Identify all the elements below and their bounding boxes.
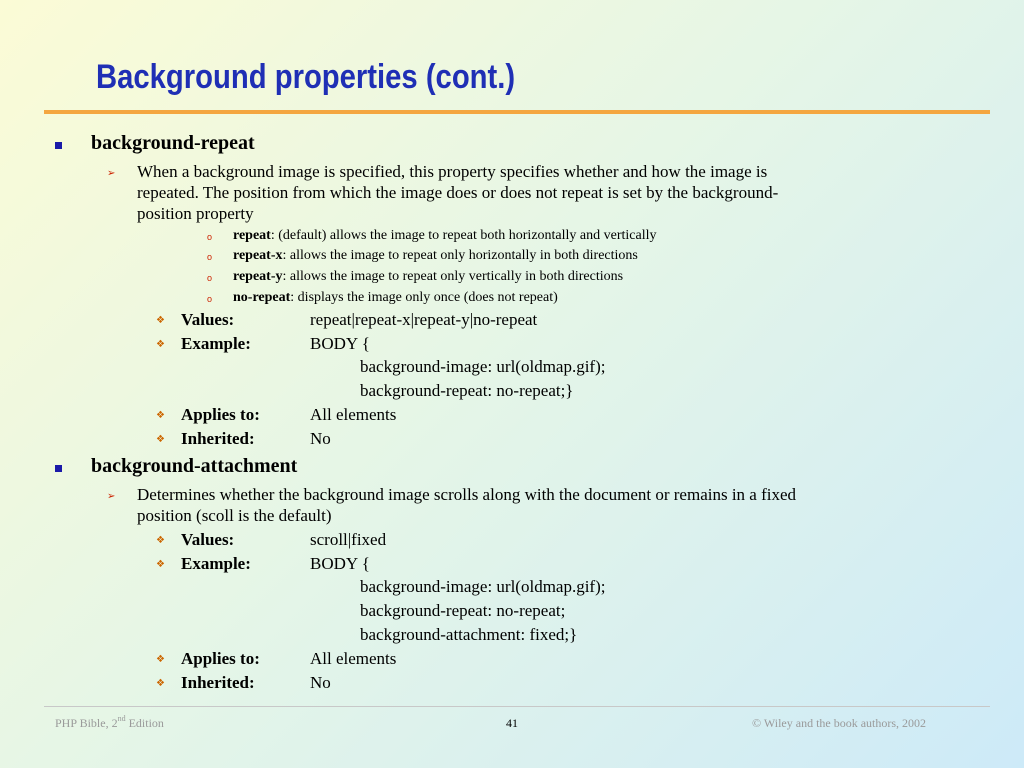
option-text: : allows the image to repeat only vertically in both directions xyxy=(282,269,624,284)
chevron-bullet-icon: ➢ xyxy=(107,168,116,179)
option-text: : displays the image only once (does not repeat) xyxy=(290,290,558,305)
values-label: Values: xyxy=(181,310,235,329)
footer-book-tail: Edition xyxy=(125,716,164,730)
diamond-bullet-icon: ❖ xyxy=(156,339,165,350)
square-bullet-icon xyxy=(55,465,62,472)
title-divider xyxy=(44,110,990,114)
option-name: repeat-y xyxy=(233,269,283,284)
footer-book-sup: nd xyxy=(117,714,126,723)
square-bullet-icon xyxy=(55,142,62,149)
footer-book-main: PHP Bible, 2 xyxy=(55,716,118,730)
option-item xyxy=(233,228,657,244)
applies-label: Applies to: xyxy=(181,405,260,424)
example-code-line: background-attachment: fixed;} xyxy=(360,625,578,644)
inherited-text: No xyxy=(310,673,331,692)
description-line: When a background image is specified, this property specifies whether and how the image is xyxy=(137,162,768,181)
applies-text: All elements xyxy=(310,405,397,424)
diamond-bullet-icon: ❖ xyxy=(156,678,165,689)
option-name: no-repeat xyxy=(233,290,291,305)
page-number: 41 xyxy=(506,716,518,730)
option-name: repeat-x xyxy=(233,248,283,263)
description-line: position property xyxy=(137,204,254,223)
option-item xyxy=(233,248,638,264)
section-heading: background-attachment xyxy=(91,455,298,477)
footer-divider xyxy=(44,706,990,707)
diamond-bullet-icon: ❖ xyxy=(156,535,165,546)
diamond-bullet-icon: ❖ xyxy=(156,559,165,570)
example-label: Example: xyxy=(181,334,251,353)
inherited-label: Inherited: xyxy=(181,429,255,448)
circle-bullet-icon: o xyxy=(207,273,213,283)
example-code-line: BODY { xyxy=(310,554,370,573)
section-heading: background-repeat xyxy=(91,132,255,154)
chevron-bullet-icon: ➢ xyxy=(107,491,116,502)
circle-bullet-icon: o xyxy=(207,294,213,304)
example-code-line: background-image: url(oldmap.gif); xyxy=(360,577,606,596)
diamond-bullet-icon: ❖ xyxy=(156,654,165,665)
inherited-text: No xyxy=(310,429,331,448)
applies-text: All elements xyxy=(310,649,397,668)
footer-copyright: © Wiley and the book authors, 2002 xyxy=(752,716,927,730)
description-line: repeated. The position from which the image does or does not repeat is set by the background- xyxy=(137,183,779,202)
description-line: Determines whether the background image scrolls along with the document or remains in a fixed xyxy=(137,485,797,504)
footer-book-title xyxy=(55,716,164,731)
option-item xyxy=(233,269,623,285)
option-text: : allows the image to repeat only horizontally in both directions xyxy=(282,248,638,263)
slide-title: Background properties (cont.) xyxy=(96,58,516,96)
applies-label: Applies to: xyxy=(181,649,260,668)
circle-bullet-icon: o xyxy=(207,232,213,242)
diamond-bullet-icon: ❖ xyxy=(156,434,165,445)
inherited-label: Inherited: xyxy=(181,673,255,692)
diamond-bullet-icon: ❖ xyxy=(156,315,165,326)
example-label: Example: xyxy=(181,554,251,573)
example-code-line: BODY { xyxy=(310,334,370,353)
option-text: : (default) allows the image to repeat both horizontally and vertically xyxy=(270,228,657,243)
example-code-line: background-repeat: no-repeat;} xyxy=(360,381,574,400)
example-code-line: background-repeat: no-repeat; xyxy=(360,601,566,620)
circle-bullet-icon: o xyxy=(207,252,213,262)
diamond-bullet-icon: ❖ xyxy=(156,410,165,421)
example-code-line: background-image: url(oldmap.gif); xyxy=(360,357,606,376)
values-text: repeat|repeat-x|repeat-y|no-repeat xyxy=(310,310,538,329)
values-text: scroll|fixed xyxy=(310,530,387,549)
option-name: repeat xyxy=(233,228,271,243)
description-line: position (scoll is the default) xyxy=(137,506,332,525)
values-label: Values: xyxy=(181,530,235,549)
option-item xyxy=(233,290,558,306)
